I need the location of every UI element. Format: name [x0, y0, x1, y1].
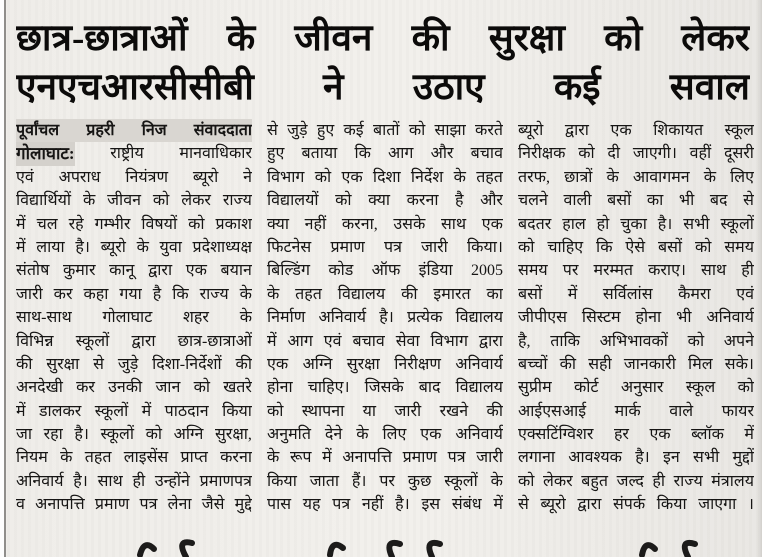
- text-line: की सुरक्षा से जुड़े दिशा-निर्देशों की: [16, 355, 252, 373]
- text-line: फिटनेस प्रमाण पत्र जारी किया।: [267, 238, 503, 256]
- byline: [16, 119, 252, 142]
- text-line: जारी कर कहा गया है कि राज्य के: [16, 285, 252, 303]
- text-line: छात्र-छात्राओं के जीवन की सुरक्षा को लेकर: [16, 18, 750, 59]
- text-line: अनदेखी कर उनकी जान को खतरे: [16, 379, 252, 397]
- text-line: बच्चों की सही जानकारी मिल सके।: [518, 355, 754, 373]
- text-line: हुए बताया कि आग और बचाव: [267, 145, 503, 163]
- text-line: लगाना आवश्यक है। इन सभी मुद्दों: [518, 449, 754, 467]
- text-line: नियम के तहत लाइसेंस प्राप्त करना: [16, 449, 252, 467]
- text-line: विभाग को एक दिशा निर्देश के तहत: [267, 168, 503, 186]
- text-line: पूर्वांचल प्रहरी निज संवाददाता: [16, 119, 252, 142]
- text-line: एक्सटिंग्विशर हर एक ब्लॉक में: [518, 426, 754, 444]
- text-line: को लेकर बहुत जल्द ही राज्य मंत्रालय: [518, 472, 754, 490]
- text-line: में चल रहे गम्भीर विषयों को प्रकाश: [16, 215, 252, 233]
- text-line: को स्थापना या जारी रखने की: [267, 402, 503, 420]
- text-line: सुप्रीम कोर्ट अनुसार स्कूल को: [518, 379, 754, 397]
- column-1: [16, 119, 252, 517]
- column-3: [518, 119, 754, 517]
- text-line: अनिवार्य है। साथ ही उन्होंने प्रमाणपत्र: [16, 472, 252, 490]
- text-line: होना चाहिए। जिसके बाद विद्यालय: [267, 379, 503, 397]
- text-line: में आग एवं बचाव सेवा विभाग द्वारा: [267, 332, 503, 350]
- text-line: अनुमति देने के लिए एक अनिवार्य: [267, 426, 503, 444]
- text-line: बिल्डिंग कोड ऑफ इंडिया 2005: [267, 262, 503, 280]
- article: [16, 0, 754, 557]
- cutoff-glyph-tops-icon: [0, 535, 762, 557]
- text-line: निर्माण अनिवार्य है। प्रत्येक विद्यालय: [267, 309, 503, 327]
- text-line: तरफ, छात्रों के आवागमन के लिए: [518, 168, 754, 186]
- text-line: बदतर हाल हो चुका है। सभी स्कूलों: [518, 215, 754, 233]
- column-rule-left: [4, 0, 6, 557]
- dateline-rest-word: राष्ट्रीय: [110, 145, 144, 163]
- text-line: जा रहा है। स्कूलों को अग्नि सुरक्षा,: [16, 426, 252, 444]
- dateline: गोलाघाट:: [16, 142, 75, 165]
- text-line: आईएसआई मार्क वाले फायर: [518, 402, 754, 420]
- text-line: एक अग्नि सुरक्षा निरीक्षण अनिवार्य: [267, 355, 503, 373]
- text-line: क्या नहीं करना, उसके साथ एक: [267, 215, 503, 233]
- text-line: के तहत विद्यालय की इमारत का: [267, 285, 503, 303]
- column-3-text: [518, 119, 754, 517]
- text-line: बसों में सर्विलांस कैमरा एवं: [518, 285, 754, 303]
- column-1-text: [16, 166, 252, 517]
- text-line: समय पर मरम्मत कराए। साथ ही: [518, 262, 754, 280]
- text-line: से जुड़े हुए कई बातों को साझा करते: [267, 122, 503, 139]
- text-line: के रूप में अनापत्ति प्रमाण पत्र जारी: [267, 449, 503, 467]
- cutoff-next-headline: [0, 535, 762, 557]
- article-body: [16, 119, 754, 517]
- text-line: पास यह पत्र नहीं है। इस संबंध में: [267, 496, 503, 514]
- text-line: एनएचआरसीसीबी ने उठाए कई सवाल: [16, 67, 750, 108]
- text-line: में लाया है। ब्यूरो के युवा प्रदेशाध्यक्ष: [16, 238, 252, 256]
- text-line: विद्यालयों को क्या करना है और: [267, 192, 503, 210]
- text-line: से ब्यूरो द्वारा संपर्क किया जाएगा ।: [518, 496, 754, 514]
- text-line: चलने वाली बसों का भी बद से: [518, 192, 754, 210]
- text-line: एवं अपराध नियंत्रण ब्यूरो ने: [16, 168, 252, 186]
- text-line: संतोष कुमार कानू द्वारा एक बयान: [16, 262, 252, 280]
- text-line: जीपीएस सिस्टम होना भी अनिवार्य: [518, 309, 754, 327]
- dateline-line: [16, 142, 252, 165]
- text-line: निरीक्षक को दी जाएगी। वहीं दूसरी: [518, 145, 754, 163]
- text-line: में डालकर स्कूलों में पाठदान किया: [16, 402, 252, 420]
- text-line: किया जाता हैं। पर कुछ स्कूलों के: [267, 472, 503, 490]
- text-line: व अनापत्ति प्रमाण पत्र लेना जैसे मुद्दे: [16, 496, 252, 514]
- article-headline: [16, 14, 750, 112]
- text-line: विद्यार्थियों के जीवन को लेकर राज्य: [16, 192, 252, 210]
- column-2-text: [267, 119, 503, 517]
- text-line: है, ताकि अभिभावकों को अपने: [518, 332, 754, 350]
- column-2: [267, 119, 503, 517]
- text-line: विभिन्न स्कूलों द्वारा छात्र-छात्राओं: [16, 332, 252, 350]
- text-line: साथ-साथ गोलाघाट शहर के: [16, 309, 252, 327]
- dateline-rest-word: मानवाधिकार: [179, 145, 252, 163]
- scan-right-edge: [757, 0, 762, 557]
- text-line: ब्यूरो द्वारा एक शिकायत स्कूल: [518, 122, 754, 139]
- text-line: को चाहिए कि ऐसे बसों को समय: [518, 238, 754, 256]
